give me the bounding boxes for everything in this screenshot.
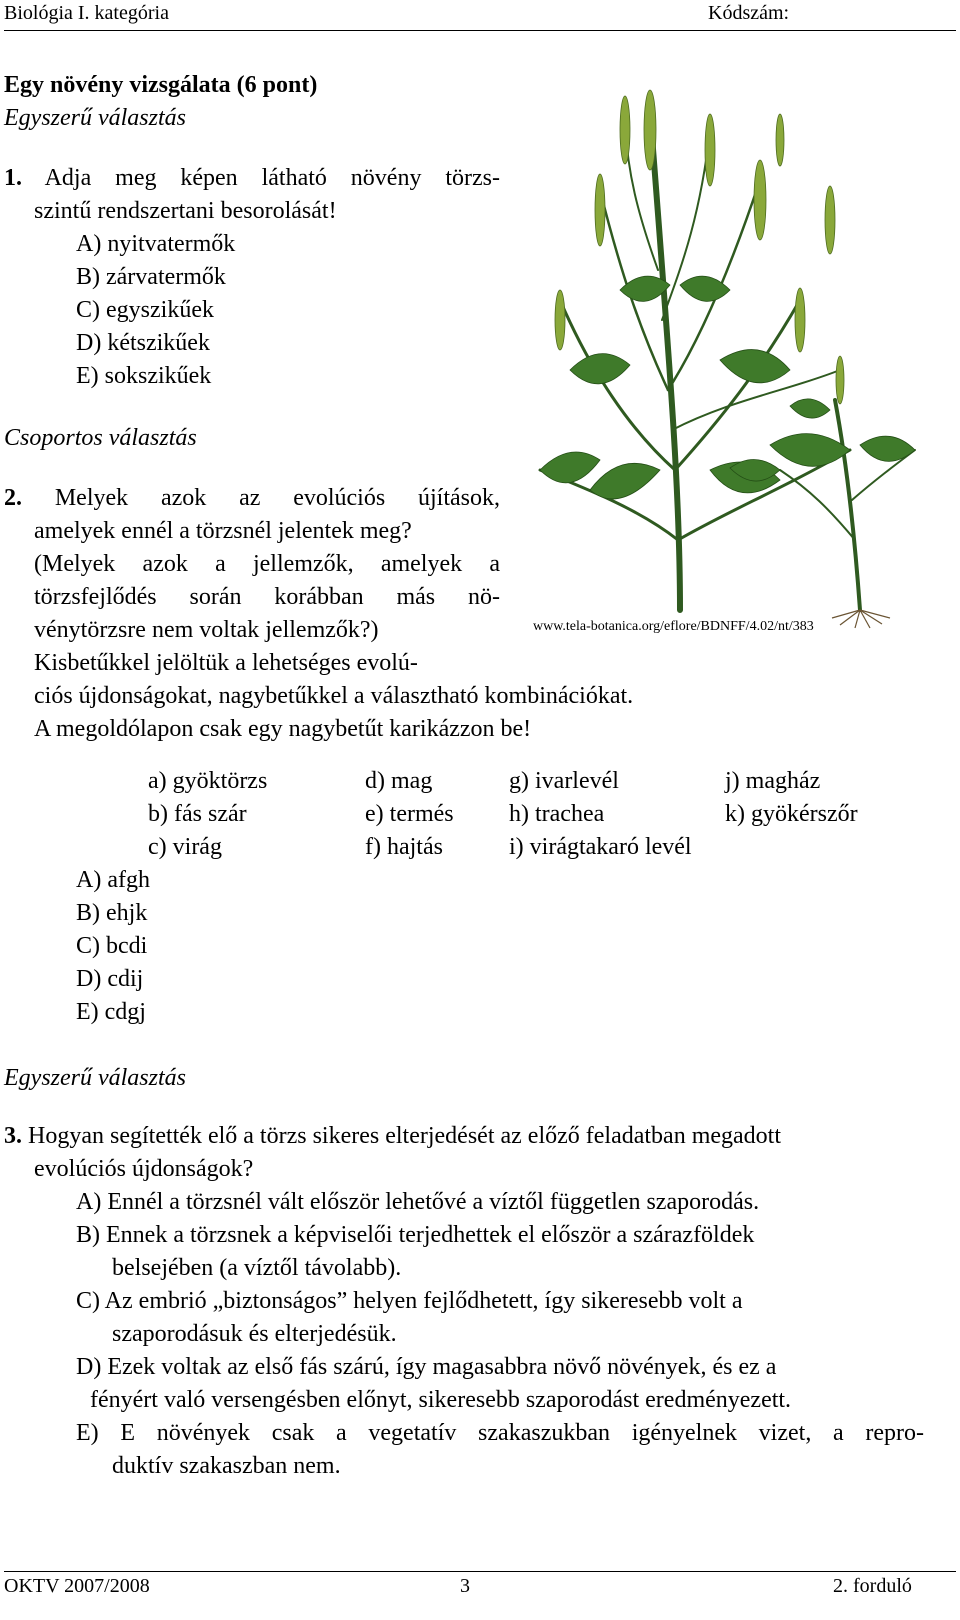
q2-line1: 2. Melyek azok az evolúciós újítások, (4, 485, 501, 511)
q3-option-c-cont: szaporodásuk és elterjedésük. (112, 1321, 397, 1347)
image-credit: www.tela-botanica.org/eflore/BDNFF/4.02/nt/383 (533, 619, 814, 634)
q1-line1: 1. Adja meg képen látható növény törzs- (4, 165, 500, 191)
q2-option-e: E) cdgj (76, 999, 146, 1025)
footer-rule (4, 1571, 956, 1572)
q2-line6: Kisbetűkkel jelöltük a lehetséges evolú- (34, 650, 418, 676)
feature-d: d) mag (365, 768, 433, 794)
question-type-simple: Egyszerű választás (4, 105, 186, 131)
q1-option-c: C) egyszikűek (76, 297, 214, 323)
footer-round: 2. forduló (833, 1575, 912, 1597)
feature-e: e) termés (365, 801, 454, 827)
feature-i: i) virágtakaró levél (509, 834, 692, 860)
q3-option-a: A) Ennél a törzsnél vált először lehetővé a víztől független szaporodás. (76, 1189, 760, 1215)
q1-option-d: D) kétszikűek (76, 330, 210, 356)
feature-j: j) magház (725, 768, 821, 794)
q1-option-e: E) sokszikűek (76, 363, 212, 389)
feature-a: a) gyöktörzs (148, 768, 268, 794)
header-code-label: Kódszám: (708, 2, 790, 24)
q3-option-e-cont: duktív szakaszban nem. (112, 1453, 341, 1479)
q2-line8: A megoldólapon csak egy nagybetűt karikázzon be! (34, 716, 532, 742)
q3-option-d-cont: fényért való versengésben előnyt, sikeresebb szaporodást eredményezett. (90, 1387, 792, 1413)
q2-line3: (Melyek azok a jellemzők, amelyek a (34, 551, 500, 577)
q2-line7: ciós újdonságokat, nagybetűkkel a választható kombinációkat. (34, 683, 634, 709)
feature-c: c) virág (148, 834, 222, 860)
page-number: 3 (460, 1575, 470, 1597)
ragweed-plant-illustration (530, 70, 930, 630)
q2-option-b: B) ehjk (76, 900, 148, 926)
q3-line2: evolúciós újdonságok? (34, 1156, 254, 1182)
q2-line4: törzsfejlődés során korábban más nö- (34, 584, 500, 610)
q3-option-d: D) Ezek voltak az első fás szárú, így magasabbra növő növények, és ez a (76, 1354, 777, 1380)
header-rule (4, 30, 956, 31)
q1-option-b: B) zárvatermők (76, 264, 226, 290)
feature-b: b) fás szár (148, 801, 247, 827)
q2-line2: amelyek ennél a törzsnél jelentek meg? (34, 518, 412, 544)
q3-option-c: C) Az embrió „biztonságos” helyen fejlődhetett, így sikeresebb volt a (76, 1288, 743, 1314)
q2-option-c: C) bcdi (76, 933, 148, 959)
footer-competition: OKTV 2007/2008 (4, 1575, 150, 1597)
q3-option-b: B) Ennek a törzsnek a képviselői terjedhettek el először a szárazföldek (76, 1222, 755, 1248)
feature-h: h) trachea (509, 801, 605, 827)
section-title: Egy növény vizsgálata (6 pont) (4, 72, 318, 98)
q2-option-a: A) afgh (76, 867, 150, 893)
q3-option-b-cont: belsejében (a víztől távolabb). (112, 1255, 402, 1281)
header-category: Biológia I. kategória (4, 2, 169, 24)
question-type-simple-2: Egyszerű választás (4, 1065, 186, 1091)
q1-option-a: A) nyitvatermők (76, 231, 236, 257)
feature-g: g) ivarlevél (509, 768, 619, 794)
q3-option-e: E) E növények csak a vegetatív szakaszukban igényelnek vizet, a repro- (76, 1420, 924, 1446)
feature-f: f) hajtás (365, 834, 443, 860)
q2-line5: vénytörzsre nem voltak jellemzők?) (34, 617, 379, 643)
question-type-group: Csoportos választás (4, 425, 197, 451)
q3-line1: 3. Hogyan segítették elő a törzs sikeres elterjedését az előző feladatban megadott (4, 1123, 782, 1149)
q2-option-d: D) cdij (76, 966, 144, 992)
q1-line2: szintű rendszertani besorolását! (34, 198, 337, 224)
feature-k: k) gyökérszőr (725, 801, 858, 827)
